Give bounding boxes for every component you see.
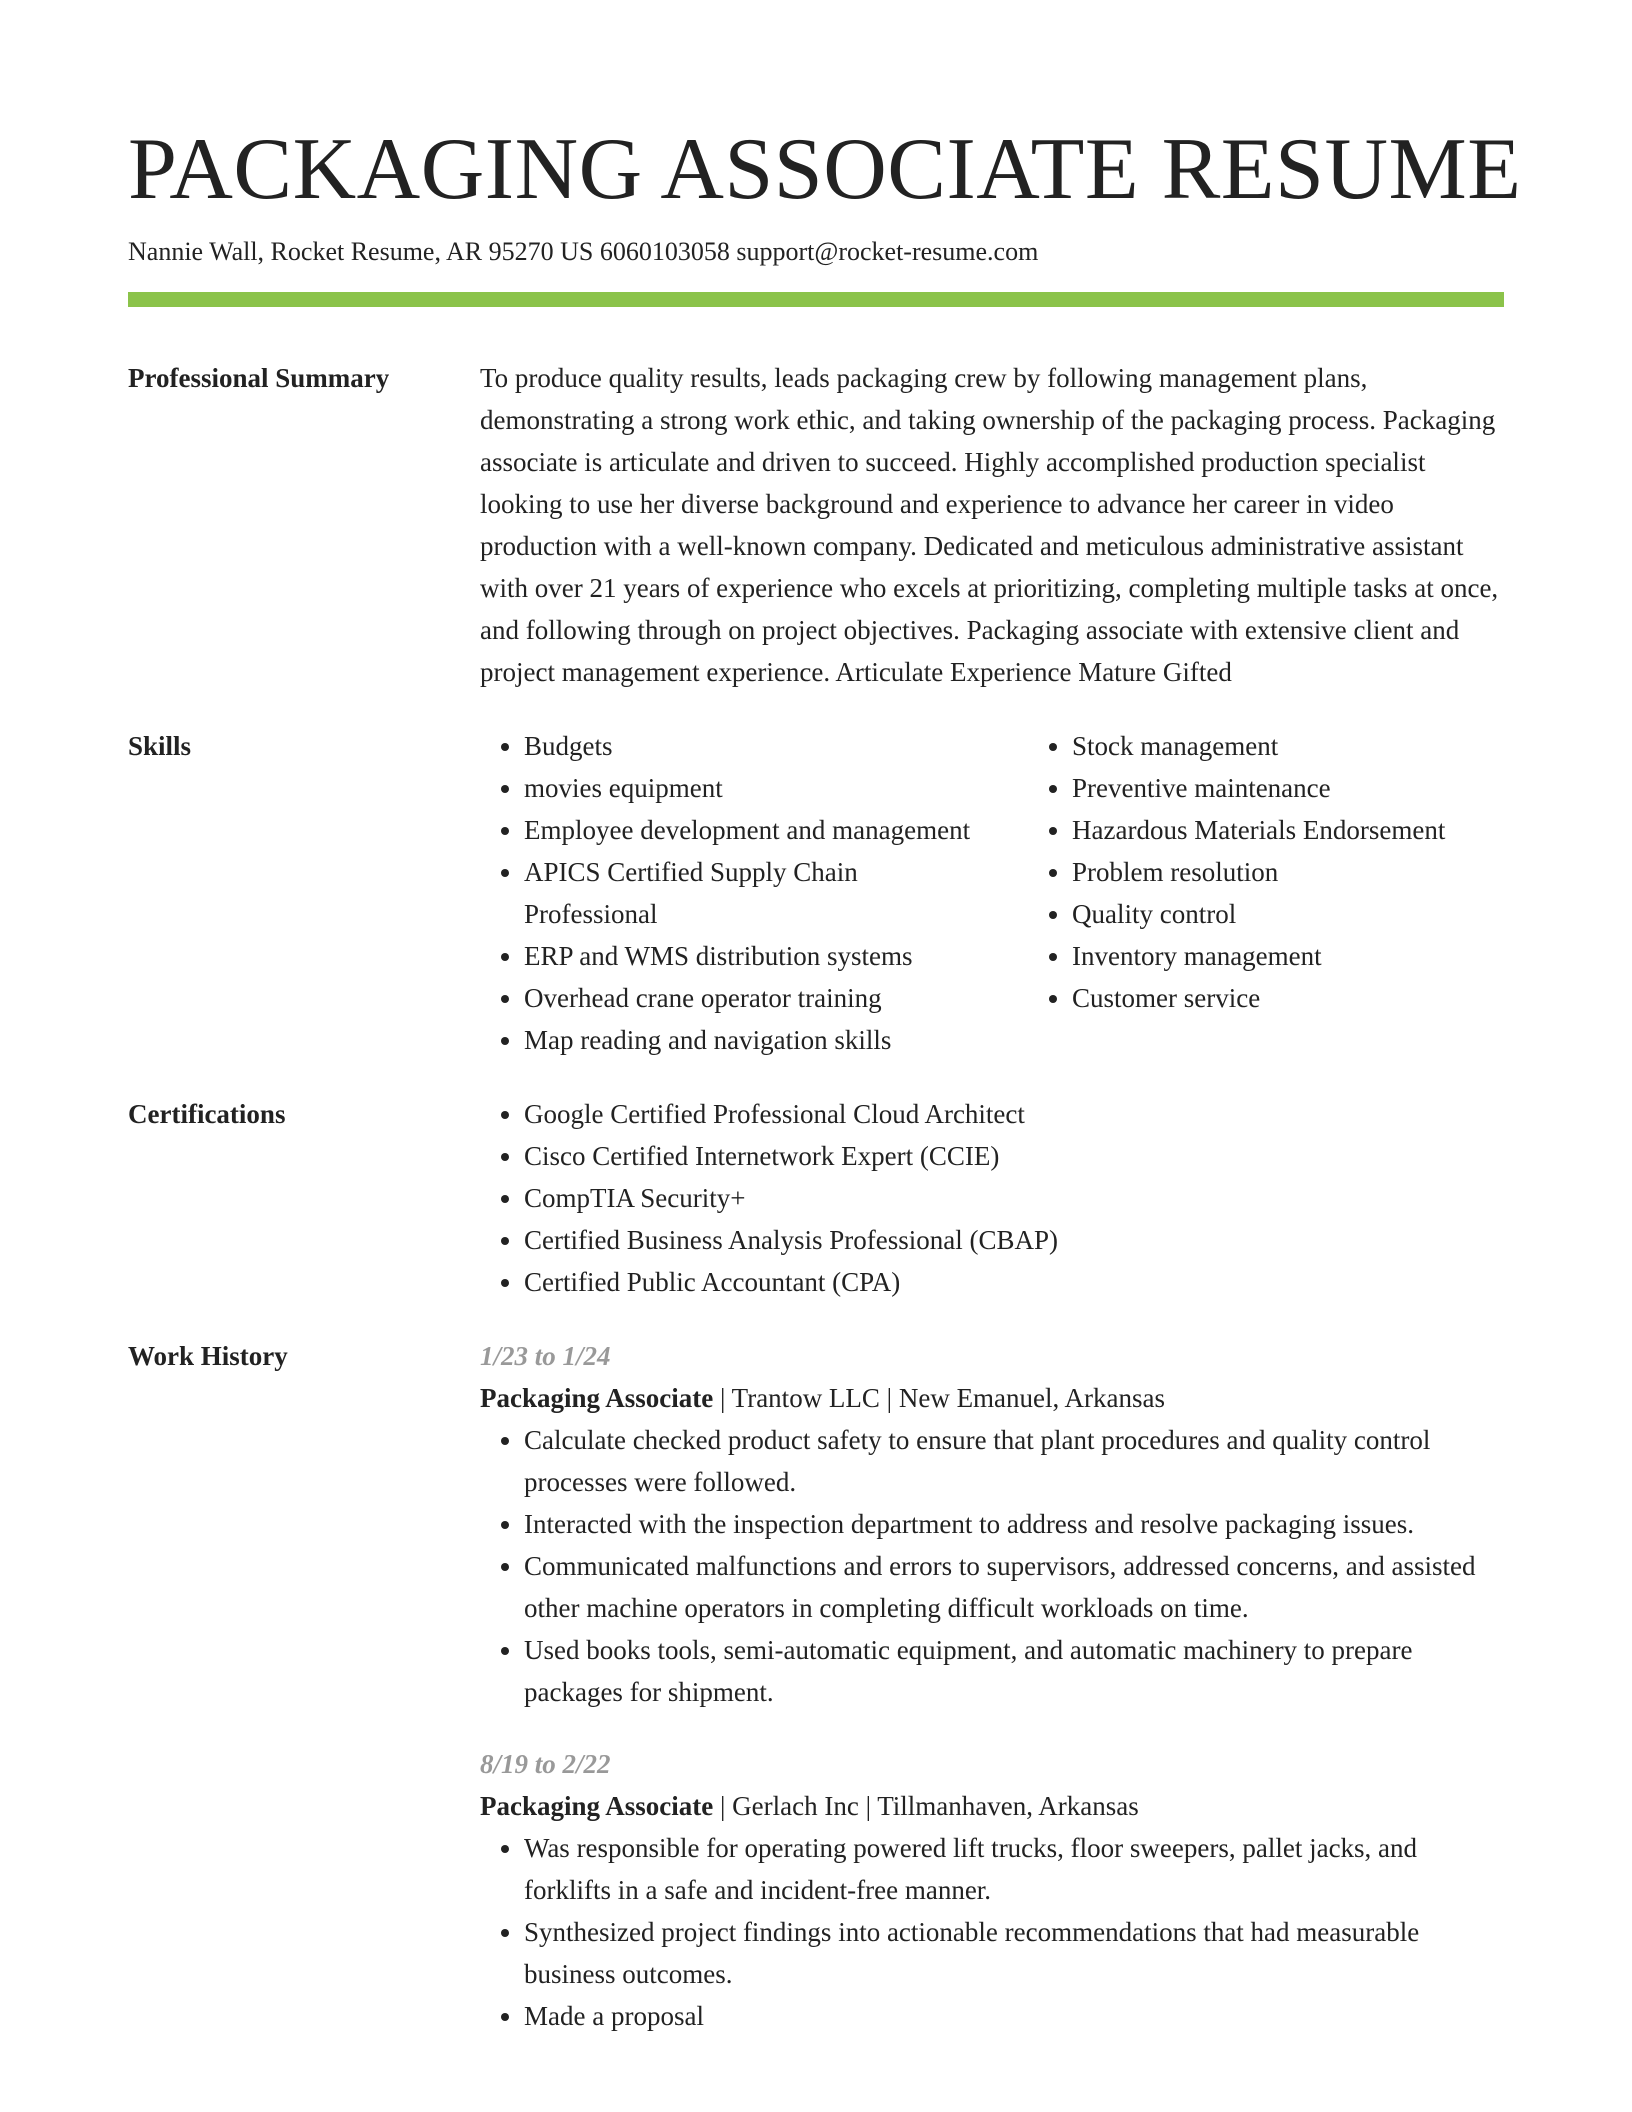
skill-item: • Hazardous Materials Endorsement xyxy=(1072,809,1592,851)
work-history-heading: Work History xyxy=(128,1341,288,1371)
work-history-section xyxy=(128,1335,1504,2037)
certification-item: • CompTIA Security+ xyxy=(524,1177,1504,1219)
summary-heading: Professional Summary xyxy=(128,363,390,393)
skill-item: • Overhead crane operator training xyxy=(524,977,1028,1019)
job-bullets xyxy=(480,1419,1504,1713)
skill-item: • movies equipment xyxy=(524,767,1028,809)
skills-section xyxy=(128,725,1504,1061)
resume-page xyxy=(128,118,1522,2037)
job-bullets xyxy=(480,1827,1504,2037)
job-heading xyxy=(480,1377,1504,1419)
skill-item: • Customer service xyxy=(1072,977,1592,1019)
certification-item: • Certified Public Accountant (CPA) xyxy=(524,1261,1504,1303)
job-bullet: • Communicated malfunctions and errors to supervisors, addressed concerns, and assisted other machine operators in completing difficult workloads on time. xyxy=(524,1545,1504,1629)
job-bullet: • Used books tools, semi-automatic equipment, and automatic machinery to prepare packages for shipment. xyxy=(524,1629,1504,1713)
skill-item: • Budgets xyxy=(524,725,1028,767)
job-bullet: • Synthesized project findings into actionable recommendations that had measurable business outcomes. xyxy=(524,1911,1504,1995)
job-entry xyxy=(480,1335,1504,1713)
skill-item: • Problem resolution xyxy=(1072,851,1592,893)
certifications-list xyxy=(480,1093,1504,1303)
header-divider xyxy=(128,292,1504,307)
skills-heading: Skills xyxy=(128,731,192,761)
skill-item: • APICS Certified Supply Chain Professional xyxy=(524,851,1028,935)
job-details: | Gerlach Inc | Tillmanhaven, Arkansas xyxy=(713,1791,1139,1821)
skill-item: • Preventive maintenance xyxy=(1072,767,1592,809)
certifications-heading: Certifications xyxy=(128,1099,286,1129)
contact-line: Nannie Wall, Rocket Resume, AR 95270 US 6060103058 support@rocket-resume.com xyxy=(128,237,1039,266)
skill-item: • Employee development and management xyxy=(524,809,1028,851)
certifications-section xyxy=(128,1093,1504,1303)
skill-item: • Stock management xyxy=(1072,725,1592,767)
job-dates: 8/19 to 2/22 xyxy=(480,1749,611,1779)
job-heading xyxy=(480,1785,1504,1827)
certification-item: • Cisco Certified Internetwork Expert (CCIE) xyxy=(524,1135,1504,1177)
resume-title: PACKAGING ASSOCIATE RESUME xyxy=(128,121,1522,218)
job-bullet: • Calculate checked product safety to ensure that plant procedures and quality control processes were followed. xyxy=(524,1419,1504,1503)
job-title: Packaging Associate xyxy=(480,1791,714,1821)
skill-item: • Quality control xyxy=(1072,893,1592,935)
skills-column-2 xyxy=(1028,725,1592,1061)
certification-item: • Google Certified Professional Cloud Architect xyxy=(524,1093,1504,1135)
job-bullet: • Made a proposal xyxy=(524,1995,1504,2037)
job-bullet: • Was responsible for operating powered lift trucks, floor sweepers, pallet jacks, and forklifts in a safe and incident-free manner. xyxy=(524,1827,1504,1911)
summary-section xyxy=(128,357,1504,693)
job-dates: 1/23 to 1/24 xyxy=(480,1341,611,1371)
skill-item: • ERP and WMS distribution systems xyxy=(524,935,1028,977)
job-entry xyxy=(480,1743,1504,2037)
summary-text: To produce quality results, leads packaging crew by following management plans, demonstrating a strong work ethic, and taking ownership of the packaging process. Packaging associate is articulate and driven to succeed. Highly accomplished production specialist looking to use her diverse background and experience to advance her career in video production with a well-known company. Dedicated and meticulous administrative assistant with over 21 years of experience who excels at prioritizing, completing multiple tasks at once, and following through on project objectives. Packaging associate with extensive client and project management experience. Articulate Experience Mature Gifted xyxy=(480,363,1499,687)
skills-columns xyxy=(480,725,1592,1061)
job-details: | Trantow LLC | New Emanuel, Arkansas xyxy=(713,1383,1166,1413)
skills-column-1 xyxy=(480,725,1028,1061)
job-title: Packaging Associate xyxy=(480,1383,714,1413)
skill-item: • Map reading and navigation skills xyxy=(524,1019,1028,1061)
job-bullet: • Interacted with the inspection department to address and resolve packaging issues. xyxy=(524,1503,1504,1545)
skill-item: • Inventory management xyxy=(1072,935,1592,977)
certification-item: • Certified Business Analysis Professional (CBAP) xyxy=(524,1219,1504,1261)
